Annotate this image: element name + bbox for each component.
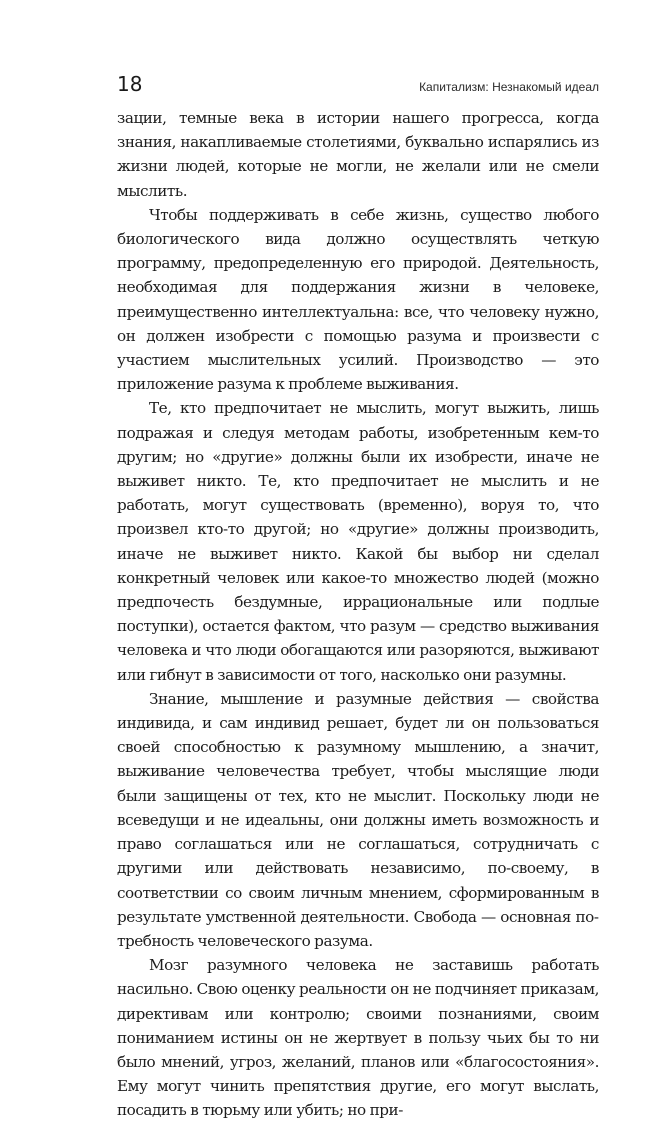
paragraph: Мозг разумного человека не заставишь работать насильно. Свою оценку реальности он не подчиняет приказам, директивам или контролю; своими познаниями, своим пониманием истины он не жертвует в пользу чьих бы то ни было мнений, угроз, желаний, планов или «благосостояния». Ему могут чинить препятствия другие, его могут выслать, посадить в тюрьму или убить; но при- (117, 956, 599, 1120)
paragraph: Знание, мышление и разумные действия — свойства индивида, и сам индивид решает, будет ли он пользоваться своей способностью к разумному мышлению, а значит, выживание человечества требует, чтобы мыслящие люди были защищены от тех, кто не мыслит. Поскольку люди не всеведущи и не идеальны, они должны иметь возможность и право соглашаться или не соглашаться, сотрудничать с другими или действовать независимо, по-своему, в соответствии со своим личным мнением, сформированным в результате умственной деятельности. Свобода — основная потребность человеческого разума. (117, 689, 599, 950)
page-number: 18 (117, 72, 143, 96)
paragraph: зации, темные века в истории нашего прогресса, когда знания, накапливаемые столетиями, буквально испарялись из жизни людей, которые не могли, не желали или не смели мыслить. (117, 109, 599, 200)
body-text (117, 106, 599, 1123)
page-header (117, 72, 599, 102)
running-title: Капитализм: Незнакомый идеал (419, 80, 599, 94)
paragraph: Те, кто предпочитает не мыслить, могут выжить, лишь подражая и следуя методам работы, изобретенным кем-то другим; но «другие» должны были их изобрести, иначе не выживет никто. Те, кто предпочитает не мыслить и не работать, могут существовать (временно), воруя то, что произвел кто-то другой; но «другие» должны производить, иначе не выживет никто. Какой бы выбор ни сделал конкретный человек или какое-то множество людей (можно предпочесть бездумные, иррациональные или подлые поступки), остается фактом, что разум — средство выживания человека и что люди обогащаются или разоряются, выживают или гибнут в зависимости от того, насколько они разумны. (117, 399, 599, 684)
paragraph: Чтобы поддерживать в себе жизнь, существо любого биологического вида должно осуществлять четкую программу, предопределенную его природой. Деятельность, необходимая для поддержания жизни в человеке, преимущественно интеллектуальна: все, что человеку нужно, он должен изобрести с помощью разума и произвести с участием мыслительных усилий. Производство — это приложение разума к проблеме выживания. (117, 205, 599, 394)
